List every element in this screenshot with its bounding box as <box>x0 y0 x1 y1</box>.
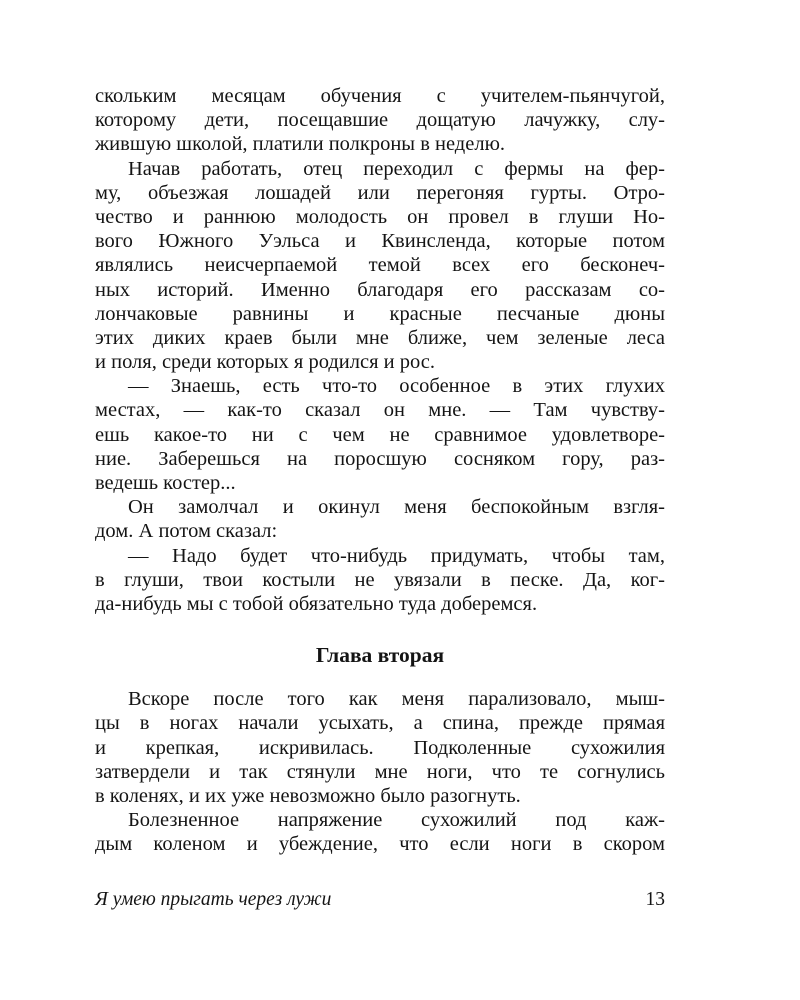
text-line: Болезненное напряжение сухожилий под каж- <box>128 809 665 832</box>
text-line: ведешь костер... <box>95 472 236 494</box>
text-line: ние. Заберешься на поросшую сосняком гору, раз- <box>95 447 665 470</box>
text-line: дым коленом и убеждение, что если ноги в скором <box>95 833 665 856</box>
text-line: в глуши, твои костыли не увязали в песке. Да, ког- <box>95 568 665 591</box>
page-footer <box>95 888 665 912</box>
text-line: Начав работать, отец переходил с фермы на фер- <box>128 157 665 180</box>
text-line: вого Южного Уэльса и Квинсленда, которые потом <box>95 230 665 253</box>
text-line: — Надо будет что-нибудь придумать, чтобы там, <box>128 544 665 567</box>
text-line: дом. А потом сказал: <box>95 520 278 543</box>
text-line: и крепкая, искривилась. Подколенные сухожилия <box>95 736 665 759</box>
text-line: являлись неисчерпаемой темой всех его бесконеч- <box>95 254 665 277</box>
text-line: этих диких краев были мне ближе, чем зеленые леса <box>95 326 665 349</box>
text-line: цы в ногах начали усыхать, а спина, прежде прямая <box>95 712 665 735</box>
text-line: Он замолчал и окинул меня беспокойным взгля- <box>128 496 665 519</box>
page-number: 13 <box>645 889 665 910</box>
text-line: в коленях, и их уже невозможно было разогнуть. <box>95 784 521 807</box>
text-line: скольким месяцам обучения с учителем-пьянчугой, <box>95 85 665 107</box>
running-title: Я умею прыгать через лужи <box>95 889 332 910</box>
text-line: лончаковые равнины и красные песчаные дюны <box>95 302 665 325</box>
text-line: — Знаешь, есть что-то особенное в этих глухих <box>128 375 665 398</box>
text-line: чество и раннюю молодость он провел в глуши Но- <box>95 205 665 228</box>
text-line: му, объезжая лошадей или перегоняя гурты. Отро- <box>95 181 665 204</box>
chapter-heading: Глава вторая <box>315 643 445 668</box>
text-line: жившую школой, платили полкроны в неделю. <box>95 133 506 156</box>
text-line: затвердели и так стянули мне ноги, что те согнулись <box>95 760 665 783</box>
text-line: Вскоре после того как меня парализовало, мыш- <box>128 688 665 711</box>
text-line: которому дети, посещавшие дощатую лачужку, слу- <box>95 109 665 132</box>
text-line: местах, — как-то сказал он мне. — Там чувству- <box>95 399 665 422</box>
text-line: да-нибудь мы с тобой обязательно туда доберемся. <box>95 592 538 615</box>
page-body <box>95 84 665 856</box>
text-line: ешь какое-то ни с чем не сравнимое удовлетворе- <box>95 423 665 446</box>
text-line: и поля, среди которых я родился и рос. <box>95 351 435 374</box>
text-line: ных историй. Именно благодаря его рассказам со- <box>95 278 665 301</box>
